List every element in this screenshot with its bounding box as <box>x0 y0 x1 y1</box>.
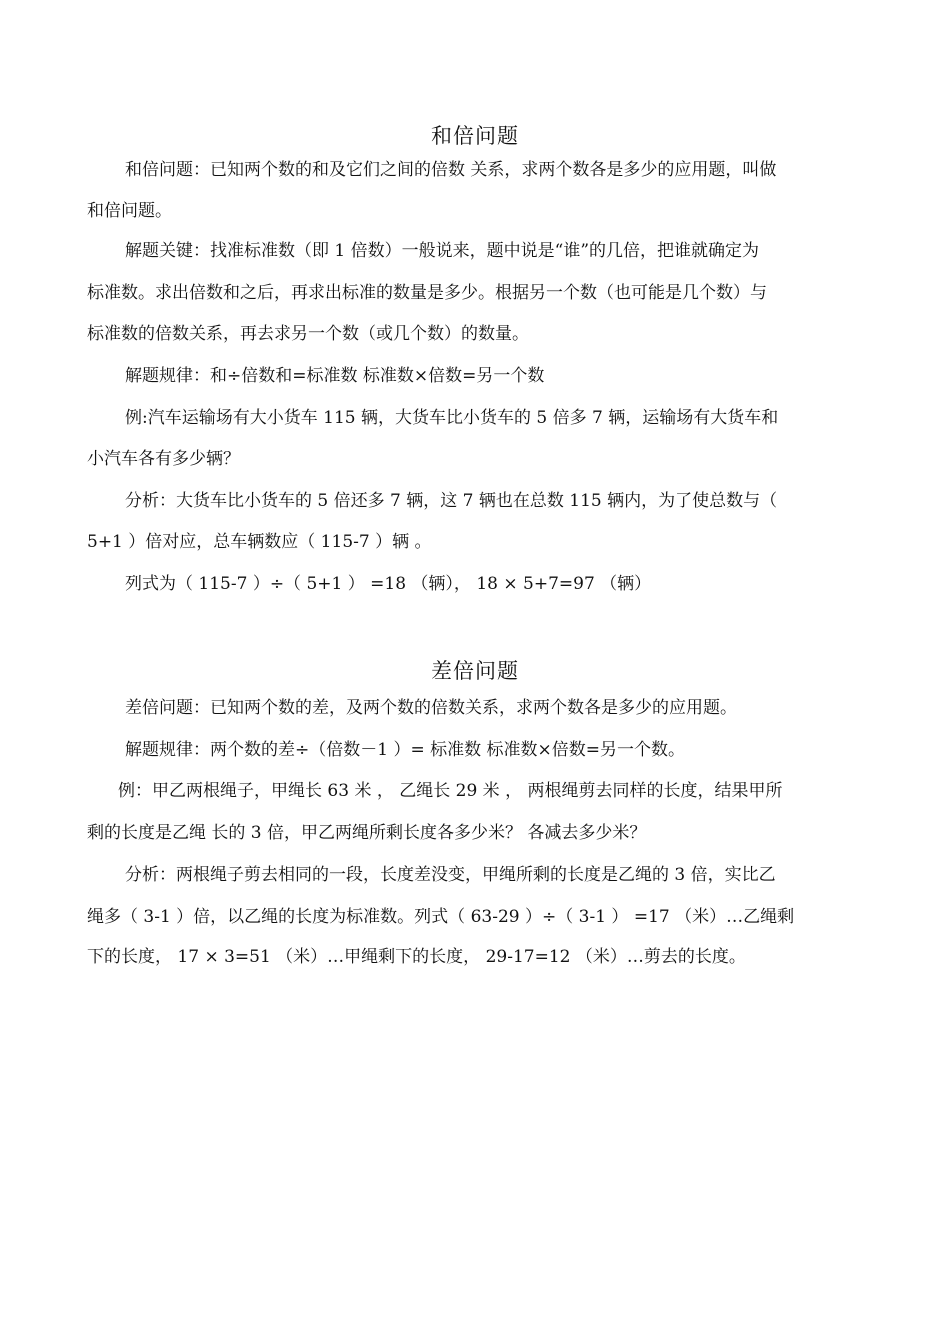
section1-rule: 解题规律：和÷倍数和=标准数 标准数×倍数=另一个数 <box>125 366 545 386</box>
section2-title: 差倍问题 <box>431 659 519 683</box>
section2-example-line1: 例：甲乙两根绳子，甲绳长 63 米 ， 乙绳长 29 米 ， 两根绳剪去同样的长度，结果甲所 <box>118 781 783 801</box>
section1-key-line1: 解题关键：找准标准数（即 1 倍数）一般说来，题中说是“谁”的几倍，把谁就确定为 <box>125 241 760 261</box>
section1-analysis-line1: 分析：大货车比小货车的 5 倍还多 7 辆，这 7 辆也在总数 115 辆内，为了使总数与（ <box>125 491 778 511</box>
section1-key-line2: 标准数。求出倍数和之后，再求出标准的数量是多少。根据另一个数（也可能是几个数）与 <box>87 283 767 303</box>
section1-key-line3: 标准数的倍数关系，再去求另一个数（或几个数）的数量。 <box>87 324 529 344</box>
section1-definition-line2: 和倍问题。 <box>87 201 172 221</box>
section2-analysis-line2: 绳多（ 3-1 ）倍，以乙绳的长度为标准数。列式（ 63-29 ）÷（ 3-1 ） =17 （米）…乙绳剩 <box>87 907 795 927</box>
section1-example-line2: 小汽车各有多少辆？ <box>87 449 240 469</box>
section1-formula: 列式为（ 115-7 ）÷（ 5+1 ） =18 （辆）， 18 × 5+7=97 （辆） <box>125 574 652 594</box>
section1-title: 和倍问题 <box>431 124 519 148</box>
section1-analysis-line2: 5+1 ）倍对应，总车辆数应（ 115-7 ）辆 。 <box>87 532 432 552</box>
section1-definition-line1: 和倍问题：已知两个数的和及它们之间的倍数 关系，求两个数各是多少的应用题，叫做 <box>125 160 777 180</box>
section2-analysis-line1: 分析：两根绳子剪去相同的一段，长度差没变，甲绳所剩的长度是乙绳的 3 倍，实比乙 <box>125 865 776 885</box>
section2-definition: 差倍问题：已知两个数的差，及两个数的倍数关系，求两个数各是多少的应用题。 <box>125 698 737 718</box>
section2-example-line2: 剩的长度是乙绳 长的 3 倍，甲乙两绳所剩长度各多少米？ 各减去多少米？ <box>87 823 647 843</box>
section2-analysis-line3: 下的长度， 17 × 3=51 （米）…甲绳剩下的长度， 29-17=12 （米）…剪去的长度。 <box>87 947 746 967</box>
section1-example-line1: 例:汽车运输场有大小货车 115 辆，大货车比小货车的 5 倍多 7 辆，运输场有大货车和 <box>125 408 779 428</box>
section2-rule: 解题规律：两个数的差÷（倍数－1 ）= 标准数 标准数×倍数=另一个数。 <box>125 740 686 760</box>
